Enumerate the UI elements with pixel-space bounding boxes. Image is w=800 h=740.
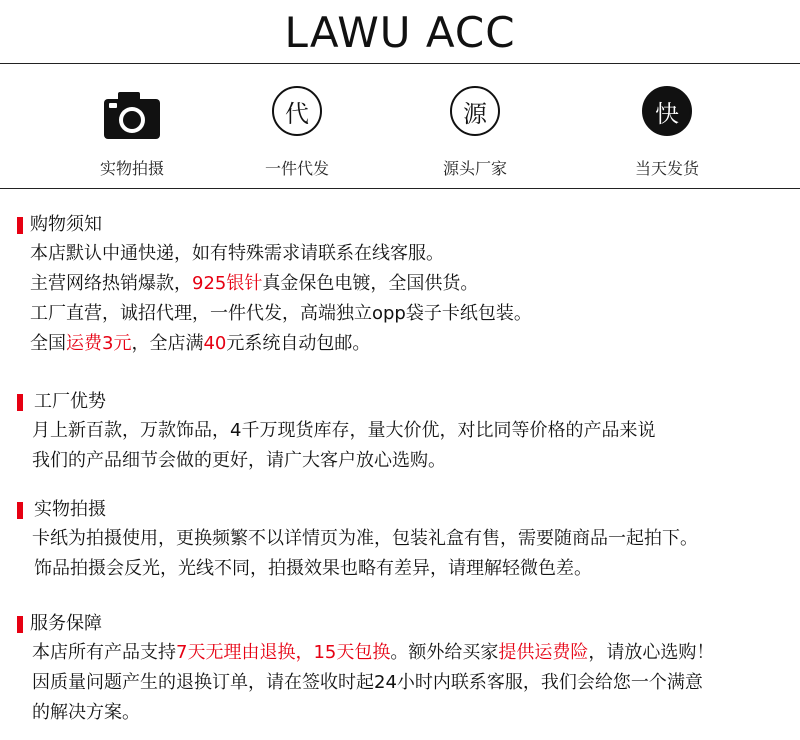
photo-line: 卡纸为拍摄使用，更换频繁不以详情页为准，包装礼盒有售，需要随商品一起拍下。 — [32, 528, 698, 549]
section-marker — [17, 616, 23, 633]
service-line: 的解决方案。 — [32, 702, 140, 723]
highlight-text: 7天无理由退换，15天包换 — [176, 642, 391, 663]
factory-line: 我们的产品细节会做的更好，请广大客户放心选购。 — [32, 450, 446, 471]
feature-source — [405, 80, 545, 179]
section-marker — [17, 217, 23, 234]
section-title: 服务保障 — [30, 613, 102, 634]
notice-line: 主营网络热销爆款，925银针真金保色电镀，全国供货。 — [30, 273, 479, 294]
brand-title: LAWU ACC — [284, 8, 516, 57]
highlight-text: 925银针 — [192, 273, 263, 294]
feature-photo — [62, 80, 202, 179]
section-factory — [0, 390, 800, 476]
highlight-text: 提供运费险 — [498, 642, 589, 663]
highlight-text: 运费3元 — [66, 333, 132, 354]
service-line: 本店所有产品支持7天无理由退换，15天包换。额外给买家提供运费险，请放心选购！ — [32, 642, 715, 663]
section-notice — [0, 213, 800, 359]
bottom-divider — [0, 188, 800, 189]
kuai-icon: 快 — [642, 86, 692, 136]
section-photo — [0, 498, 800, 584]
feature-label: 实物拍摄 — [99, 159, 164, 178]
yuan-icon: 源 — [450, 86, 500, 136]
dai-icon: 代 — [272, 86, 322, 136]
section-marker — [17, 394, 23, 411]
feature-label: 源头厂家 — [442, 159, 507, 178]
photo-line: 饰品拍摄会反光，光线不同，拍摄效果也略有差异，请理解轻微色差。 — [34, 558, 592, 579]
section-service — [0, 612, 800, 728]
service-line: 因质量问题产生的退换订单，请在签收时起24小时内联系客服，我们会给您一个满意 — [32, 672, 703, 693]
feature-sameday — [597, 80, 737, 179]
section-title: 实物拍摄 — [34, 499, 106, 520]
highlight-text: 40 — [203, 333, 227, 354]
top-divider — [0, 63, 800, 64]
section-title: 购物须知 — [30, 214, 102, 235]
camera-icon — [102, 86, 162, 146]
section-title: 工厂优势 — [34, 391, 106, 412]
feature-label: 当天发货 — [634, 159, 699, 178]
notice-line: 本店默认中通快递，如有特殊需求请联系在线客服。 — [30, 243, 444, 264]
notice-line: 全国运费3元，全店满40元系统自动包邮。 — [30, 333, 371, 354]
factory-line: 月上新百款，万款饰品，4千万现货库存，量大价优，对比同等价格的产品来说 — [32, 420, 656, 441]
feature-label: 一件代发 — [264, 159, 329, 178]
notice-line: 工厂直营，诚招代理，一件代发，高端独立opp袋子卡纸包装。 — [30, 303, 532, 324]
feature-row — [0, 80, 800, 180]
feature-dropship — [227, 80, 367, 179]
section-marker — [17, 502, 23, 519]
